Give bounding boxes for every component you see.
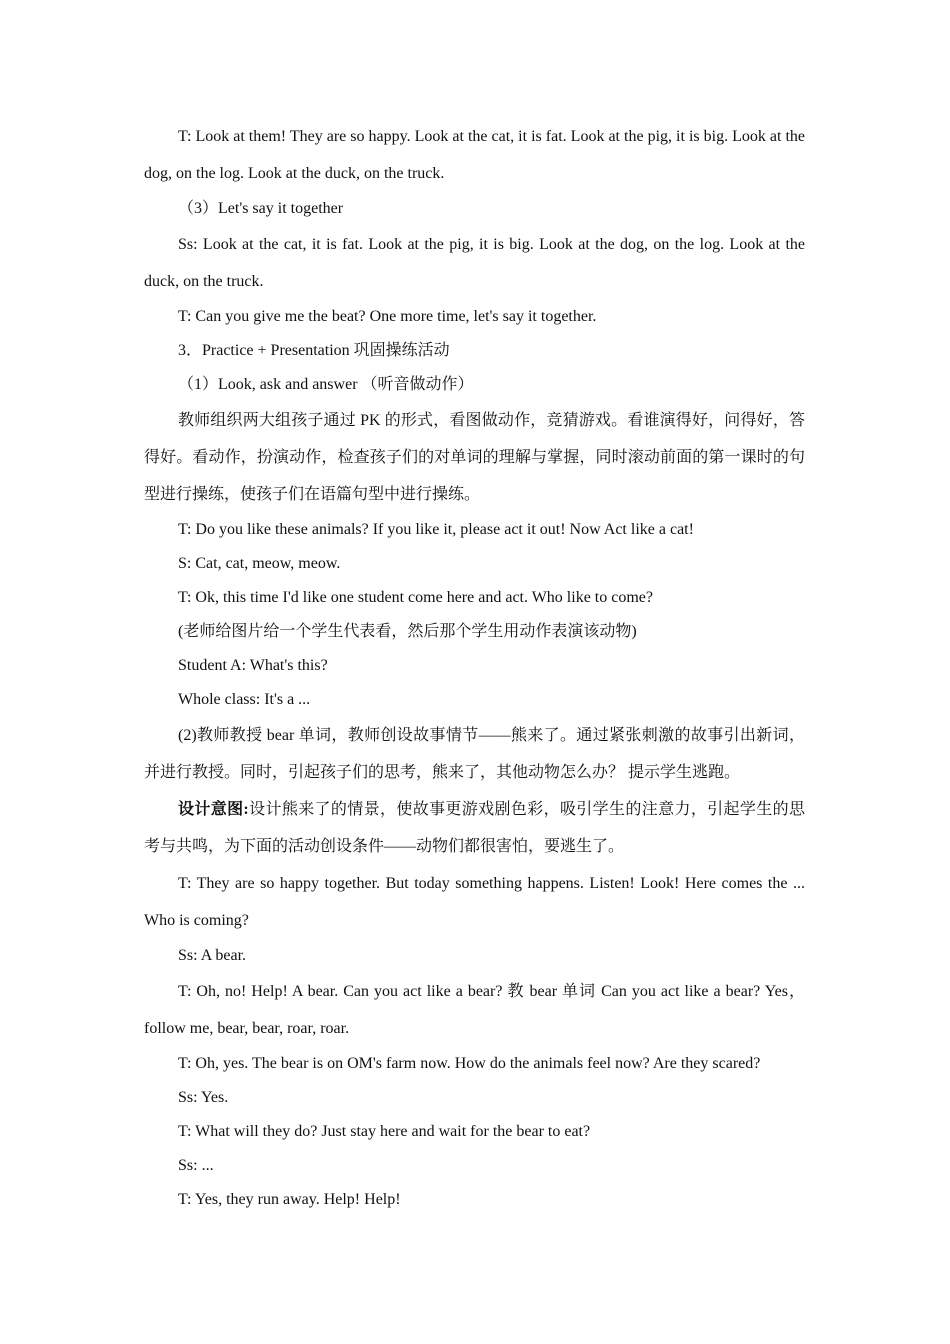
paragraph-look-ask-answer: （1）Look, ask and answer （听音做动作） bbox=[178, 376, 474, 393]
paragraph-ss-yes: Ss: Yes. bbox=[178, 1089, 229, 1106]
paragraph-teach-bear: (2)教师教授 bear 单词，教师创设故事情节——熊来了。通过紧张刺激的故事引出新词，并进行教授。同时，引起孩子们的思考，熊来了，其他动物怎么办？ 提示学生逃跑。 bbox=[144, 727, 805, 781]
paragraph-lets-say-heading: （3）Let's say it together bbox=[178, 200, 344, 217]
paragraph-t-oh-no-help: T: Oh, no! Help! A bear. Can you act like a bear? 教 bear 单词 Can you act like a bear? Yes，follow me, bear, bear, roar, roar. bbox=[144, 983, 805, 1037]
design-intent-label: 设计意图: bbox=[178, 801, 249, 818]
paragraph-ss-a-bear: Ss: A bear. bbox=[178, 947, 247, 964]
document-page bbox=[144, 118, 805, 1217]
paragraph-ss-look-at-cat: Ss: Look at the cat, it is fat. Look at the pig, it is big. Look at the dog, on the log. Look at the duck, on the truck. bbox=[144, 236, 805, 290]
section-heading-practice: 3．Practice + Presentation 巩固操练活动 bbox=[178, 342, 450, 359]
paragraph-student-a: Student A: What's this? bbox=[178, 657, 328, 674]
design-intent-text: 设计熊来了的情景，使故事更游戏剧色彩，吸引学生的注意力，引起学生的思考与共鸣，为下面的活动创设条件——动物们都很害怕，要逃生了。 bbox=[144, 801, 805, 855]
paragraph-t-what-will-they-do: T: What will they do? Just stay here and wait for the bear to eat? bbox=[178, 1123, 591, 1140]
paragraph-ss-ellipsis: Ss: ... bbox=[178, 1157, 214, 1174]
paragraph-t-like-animals: T: Do you like these animals? If you like it, please act it out! Now Act like a cat! bbox=[178, 521, 694, 538]
paragraph-t-run-away: T: Yes, they run away. Help! Help! bbox=[178, 1191, 401, 1208]
paragraph-whole-class: Whole class: It's a ... bbox=[178, 691, 311, 708]
paragraph-t-happy-together: T: They are so happy together. But today something happens. Listen! Look! Here comes the ... Who is coming? bbox=[144, 875, 805, 929]
paragraph-t-give-beat: T: Can you give me the beat? One more time, let's say it together. bbox=[178, 308, 597, 325]
paragraph-t-bear-on-farm: T: Oh, yes. The bear is on OM's farm now. How do the animals feel now? Are they scared? bbox=[178, 1055, 761, 1072]
paragraph-t-one-student: T: Ok, this time I'd like one student come here and act. Who like to come? bbox=[178, 589, 653, 606]
paragraph-design-intent bbox=[144, 791, 805, 865]
paragraph-t-look-at-them: T: Look at them! They are so happy. Look at the cat, it is fat. Look at the pig, it is big. Look at the dog, on the log. Look at the duck, on the truck. bbox=[144, 128, 805, 182]
paragraph-teacher-organizes: 教师组织两大组孩子通过 PK 的形式，看图做动作，竞猜游戏。看谁演得好，问得好，答得好。看动作，扮演动作，检查孩子们的对单词的理解与掌握，同时滚动前面的第一课时的句型进行操练，使孩子们在语篇句型中进行操练。 bbox=[144, 412, 805, 503]
paragraph-teacher-shows-picture: (老师给图片给一个学生代表看，然后那个学生用动作表演该动物) bbox=[178, 623, 637, 640]
paragraph-s-cat-meow: S: Cat, cat, meow, meow. bbox=[178, 555, 341, 572]
